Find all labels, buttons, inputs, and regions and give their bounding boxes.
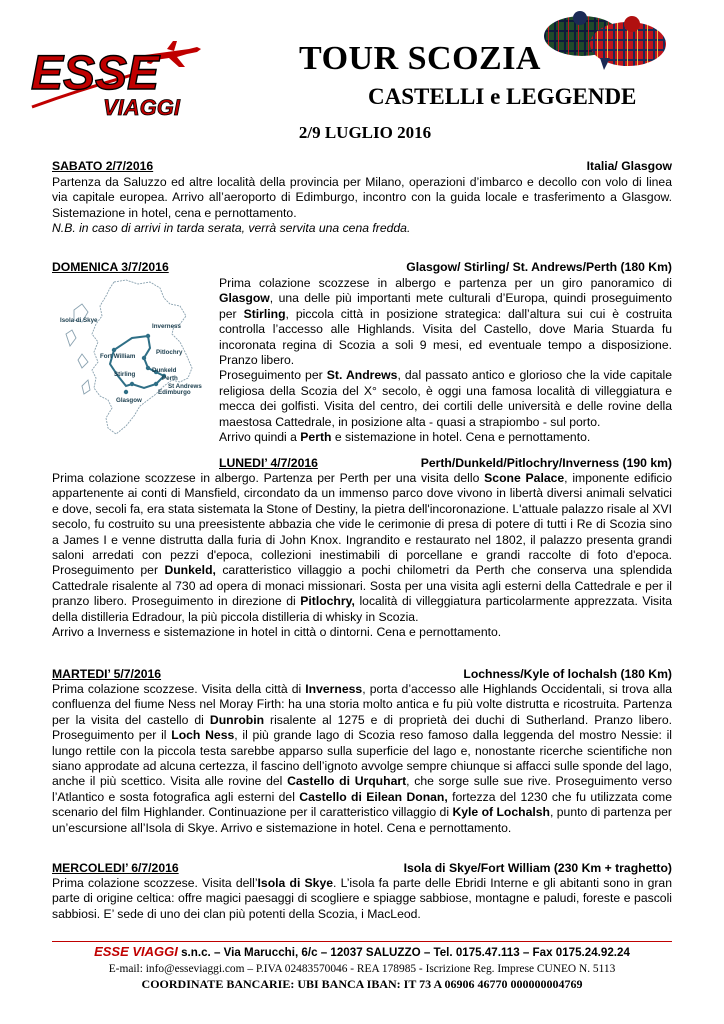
day-header-2 (52, 259, 672, 275)
day-route: Isola di Skye/Fort William (230 Km + traghetto) (403, 861, 672, 875)
route-line (110, 336, 164, 388)
day-header-5 (52, 860, 672, 876)
scotland-route-map (52, 276, 214, 438)
day-header-3 (219, 455, 672, 471)
map-label-st-andrews: St Andrews (168, 383, 202, 390)
note: N.B. in caso di arrivi in tarda serata, verrà servita una cena fredda. (52, 221, 411, 236)
day-route: Perth/Dunkeld/Pitlochry/Inverness (190 km) (420, 456, 672, 470)
day-route: Italia/ Glasgow (586, 159, 672, 173)
day-description-1 (52, 175, 672, 237)
day-description-2: Prima colazione scozzese in albergo e partenza per un giro panoramico di Glasgow, una delle più importanti mete culturali d’Europa, quindi proseguimento per Stirling, piccola città in posizione strategica: dall’altura sui cui è costruita controlla l’accesso alle Highlands. Visita del Castello, dove Maria Stuarda fu incoronata regina di Scozia a soli 9 mesi, ed eventuale tempo a disposizione. Pranzo libero. Proseguimento per St. Andrews, dal passato antico e glorioso che la vide capitale religiosa della Scozia del X° secolo, è oggi una famosa località di villeggiatura e mecca dei golfisti. Visita del centro, dei cortili delle università e delle rovine della maestosa Cattedrale, in posizione alta - quasi a strapiombo - sul porto. Arrivo quindi a Perth e sistemazione in hotel. Cena e pernottamento. (219, 276, 672, 445)
page-title: TOUR SCOZIA (299, 40, 541, 77)
day-route: Lochness/Kyle of lochalsh (180 Km) (463, 667, 672, 681)
day-date: LUNEDI’ 4/7/2016 (219, 456, 318, 470)
map-label-fort-william: Fort William (100, 353, 136, 360)
map-label-edinburgh: Edimburgo (158, 389, 191, 396)
footer-address: ESSE VIAGGI s.n.c. – Via Marucchi, 6/c – 12037 SALUZZO – Tel. 0175.47.113 – Fax 0175.24.92.24 (94, 944, 630, 959)
page-subtitle: CASTELLI e LEGGENDE (368, 84, 637, 109)
map-label-perth: Perth (162, 375, 178, 382)
footer-divider (52, 941, 672, 942)
day-date: MARTEDI’ 5/7/2016 (52, 667, 162, 681)
map-label-stirling: Stirling (114, 371, 136, 378)
footer-registration: E-mail: info@esseviaggi.com – P.IVA 02483570046 - REA 178985 - Iscrizione Reg. Imprese CUNEO N. 5113 (108, 963, 616, 975)
day-date: SABATO 2/7/2016 (52, 159, 154, 173)
map-label-skye: Isola di Skye (60, 317, 98, 324)
svg-text:VIAGGI: VIAGGI (103, 95, 181, 119)
paragraph: Partenza da Saluzzo ed altre località della provincia per Milano, operazioni d’imbarco e decollo con volo di linea via capitale europea. Arrivo all’aeroporto di Edimburgo, incontro con la guida locale e trasferimento a Glasgow. Sistemazione in hotel, cena e pernottamento. (52, 175, 672, 220)
map-label-inverness: Inverness (152, 323, 181, 330)
day-date: MERCOLEDI’ 6/7/2016 (52, 861, 179, 875)
route-stops (112, 334, 166, 394)
footer-brand: ESSE VIAGGI (94, 944, 178, 959)
day-description-4: Prima colazione scozzese. Visita della città di Inverness, porta d’accesso alle Highlands Occidentali, si trova alla confluenza del fiume Ness nel Moray Firth: ha una storia molto antica e fu più volte distrutta e ricostruita. Partenza per la visita del castello di Dunrobin risalente al 1275 e di proprietà dei duchi di Sutherland. Pranzo libero. Proseguimento per il Loch Ness, il più grande lago di Scozia reso famoso dalla leggenda del mostro Nessie: il lungo rettile con la piccola testa sarebbe apparso sulla superficie del lago e, nonostante ricerche scientifiche non siano approdate ad alcuna certezza, il fascino dell’ignoto avvolge sempre chiunque si affacci sulle sponde del lago, anche il più scettico. Visita alle rovine del Castello di Urquhart, che sorge sulle sue rive. Proseguimento verso l’Atlantico e sosta fotografica agli esterni del Castello di Eilean Donan, fortezza del 1230 che fu utilizzata come scenario del film Highlander. Continuazione per il caratteristico villaggio di Kyle of Lochalsh, punto di partenza per un’escursione all’Isola di Skye. Arrivo e sistemazione in hotel. Cena e pernottamento. (52, 682, 672, 835)
day-route: Glasgow/ Stirling/ St. Andrews/Perth (180 Km) (406, 260, 672, 274)
esse-viaggi-logo (27, 27, 207, 119)
map-label-dunkeld: Dunkeld (152, 367, 177, 374)
day-description-5: Prima colazione scozzese. Visita dell’Isola di Skye. L’isola fa parte delle Ebridi Interne e gli abitanti sono in gran parte di origine celtica: offre magici paesaggi di scogliere e spiagge sabbiose, montagne e paludi, foreste e pascoli sabbiosi. E’ sede di uno dei clan più potenti della Scozia, i MacLeod. (52, 876, 672, 921)
day-description-3: Prima colazione scozzese in albergo. Partenza per Perth per una visita dello Scone Palace, imponente edificio appartenente ai conti di Mansfield, circondato da un immenso parco dove vivono in libertà diversi animali selvatici e dove, secoli fa, era stata sistemata la Stone of Destiny, la pietra dell'incoronazione. L'attuale palazzo risale al XVI secolo, fu costruito su una preesistente abbazia che vide le cerimonie di presa di potere di tutti i Re di Scozia sino a James I e venne distrutta dalla furia di John Knox. Ingrandito e restaurato nel 1802, il palazzo presenta grandi saloni arredati con pezzi d'epoca, collezioni inestimabili di porcellane e grandi raccolte di foto d'epoca. Proseguimento per Dunkeld, caratteristico villaggio a pochi chilometri da Perth che conserva una splendida Cattedrale risalente al 730 ad opera di monaci missionari. Sosta per una visita agli esterni della Cattedrale e per il pranzo libero. Proseguimento in direzione di Pitlochry, località di villeggiatura particolarmente apprezzata. Visita della distilleria Edradour, la più piccola distilleria di whisky in Scozia. Arrivo a Inverness e sistemazione in hotel in città o dintorni. Cena e pernottamento. (52, 471, 672, 640)
svg-text:ESSE: ESSE (31, 47, 160, 100)
map-label-pitlochry: Pitlochry (156, 349, 183, 356)
day-header-1 (52, 158, 672, 174)
footer-bank-details: COORDINATE BANCARIE: UBI BANCA IBAN: IT 73 A 06906 46770 000000004769 (141, 977, 583, 991)
day-date: DOMENICA 3/7/2016 (52, 260, 169, 274)
day-header-4 (52, 666, 672, 682)
map-label-glasgow: Glasgow (116, 397, 142, 404)
tour-dates: 2/9 LUGLIO 2016 (298, 123, 432, 142)
